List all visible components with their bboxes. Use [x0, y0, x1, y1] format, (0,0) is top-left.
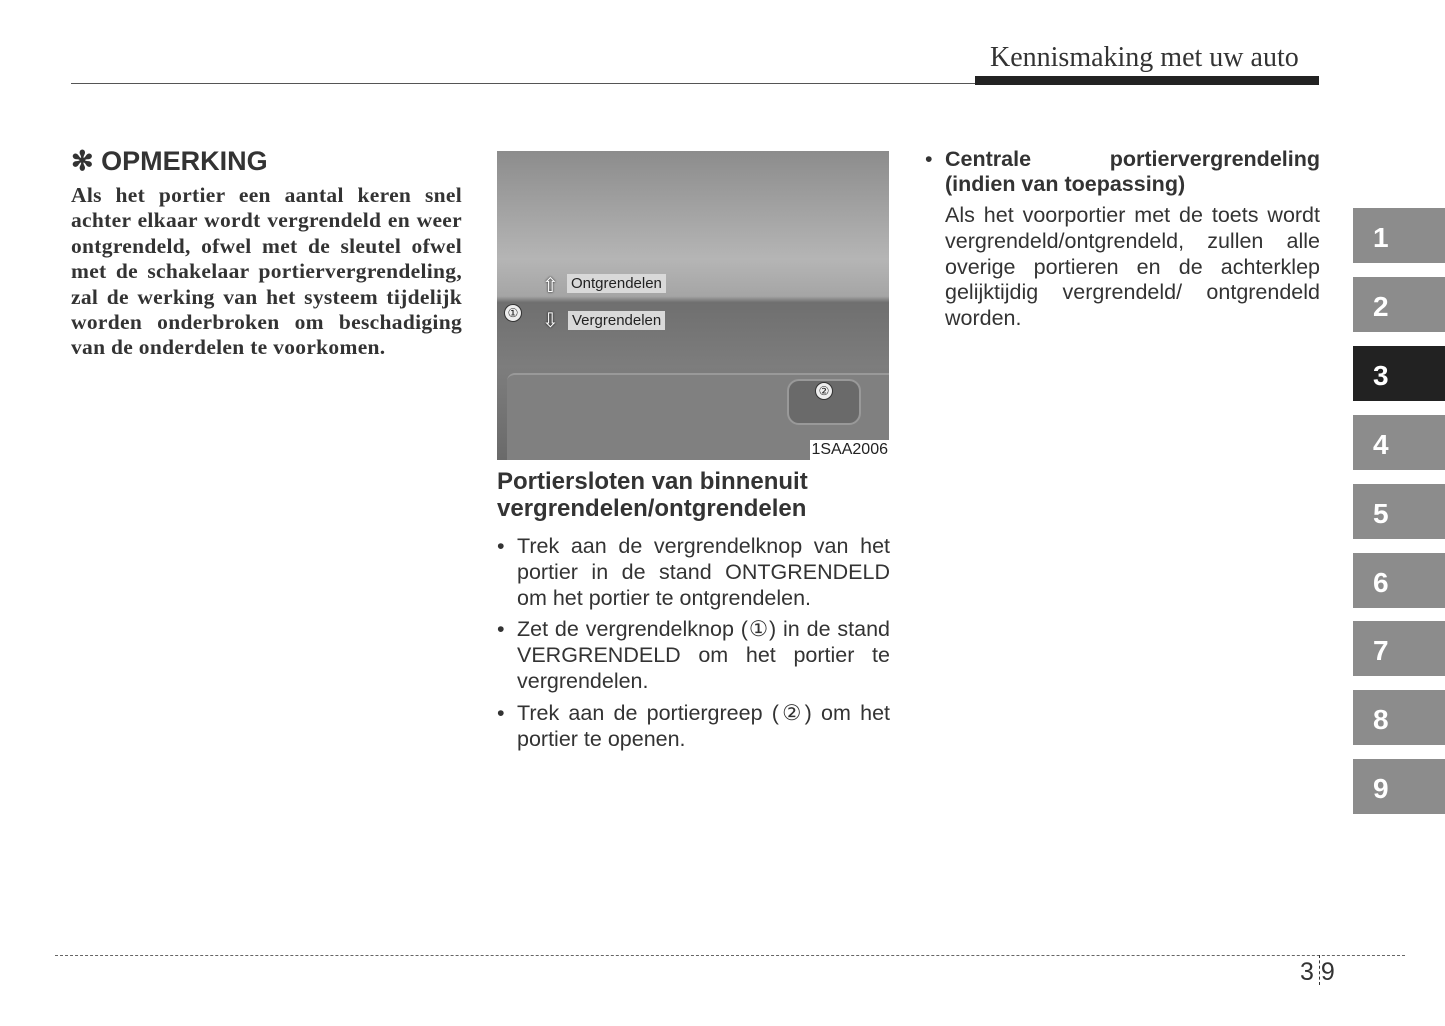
chapter-tab-9[interactable]: 9: [1353, 759, 1445, 814]
arrow-down-icon: ⇩: [542, 310, 559, 332]
list-item: • Zet de vergrendelknop (①) in de stand VERGRENDELD om het portier te vergrendelen.: [497, 617, 890, 693]
chapter-tab-3[interactable]: 3: [1353, 346, 1445, 401]
chapter-tab-1[interactable]: 1: [1353, 208, 1445, 263]
running-header: Kennismaking met uw auto: [990, 42, 1299, 73]
chapter-tab-5[interactable]: 5: [1353, 484, 1445, 539]
chapter-tab-6[interactable]: 6: [1353, 553, 1445, 608]
list-item-text: Trek aan de vergrendelknop van het portier in de stand ONTGRENDELD om het portier te ontgrendelen.: [517, 534, 890, 610]
list-item-text: Zet de vergrendelknop (①) in de stand VERGRENDELD om het portier te vergrendelen.: [517, 617, 890, 693]
marker-2: ②: [815, 382, 833, 400]
section-title: Portiersloten van binnenuit vergrendelen/ontgrendelen: [497, 468, 808, 522]
note-body: Als het portier een aantal keren snel achter elkaar wordt vergrendeld en weer ontgrendeld, ofwel met de sleutel ofwel met de schakelaar portiervergrendeling, zal de werking van het systeem tijdelijk worden onderbroken om beschadiging van de onderdelen te voorkomen.: [71, 183, 462, 360]
page-number: [1300, 958, 1335, 987]
unlock-label: Ontgrendelen: [567, 274, 666, 293]
note-title: ✻ OPMERKING: [71, 146, 268, 176]
central-title: Centrale portiervergrendeling (indien van toepassing): [945, 147, 1320, 196]
page-index: 9: [1320, 958, 1335, 986]
list-item: • Centrale portiervergrendeling (indien van toepassing) Als het voorportier met de toets wordt vergrendeld/ontgrendeld, zullen alle overige portieren en de achterklep gelijktijdig vergrendeld/ ontgrendeld worden.: [925, 147, 1320, 331]
list-item: • Trek aan de vergrendelknop van het portier in de stand ONTGRENDELD om het portier te ontgrendelen.: [497, 534, 890, 610]
header-bar: [975, 76, 1319, 85]
chapter-tab-8[interactable]: 8: [1353, 690, 1445, 745]
marker-1: ①: [504, 304, 522, 322]
lock-label: Vergrendelen: [568, 311, 665, 330]
central-body: Als het voorportier met de toets wordt vergrendeld/ontgrendeld, zullen alle overige portieren en de achterklep gelijktijdig vergrendeld/ ontgrendeld worden.: [945, 203, 1320, 331]
page-separator: [1319, 955, 1320, 985]
list-item-text: Trek aan de portiergreep (②) om het portier te openen.: [517, 700, 890, 751]
chapter-tab-2[interactable]: 2: [1353, 277, 1445, 332]
chapter-tab-7[interactable]: 7: [1353, 621, 1445, 676]
central-locking: [925, 147, 1320, 338]
arrow-up-icon: ⇧: [542, 275, 559, 297]
footer-rule: [55, 955, 1405, 956]
chapter-tab-4[interactable]: 4: [1353, 415, 1445, 470]
list-item: • Trek aan de portiergreep (②) om het portier te openen.: [497, 700, 890, 751]
page-chapter: 3: [1300, 958, 1314, 986]
instruction-list: [497, 534, 890, 758]
door-lock-figure: [497, 151, 889, 460]
figure-code: 1SAA2006: [811, 441, 888, 458]
